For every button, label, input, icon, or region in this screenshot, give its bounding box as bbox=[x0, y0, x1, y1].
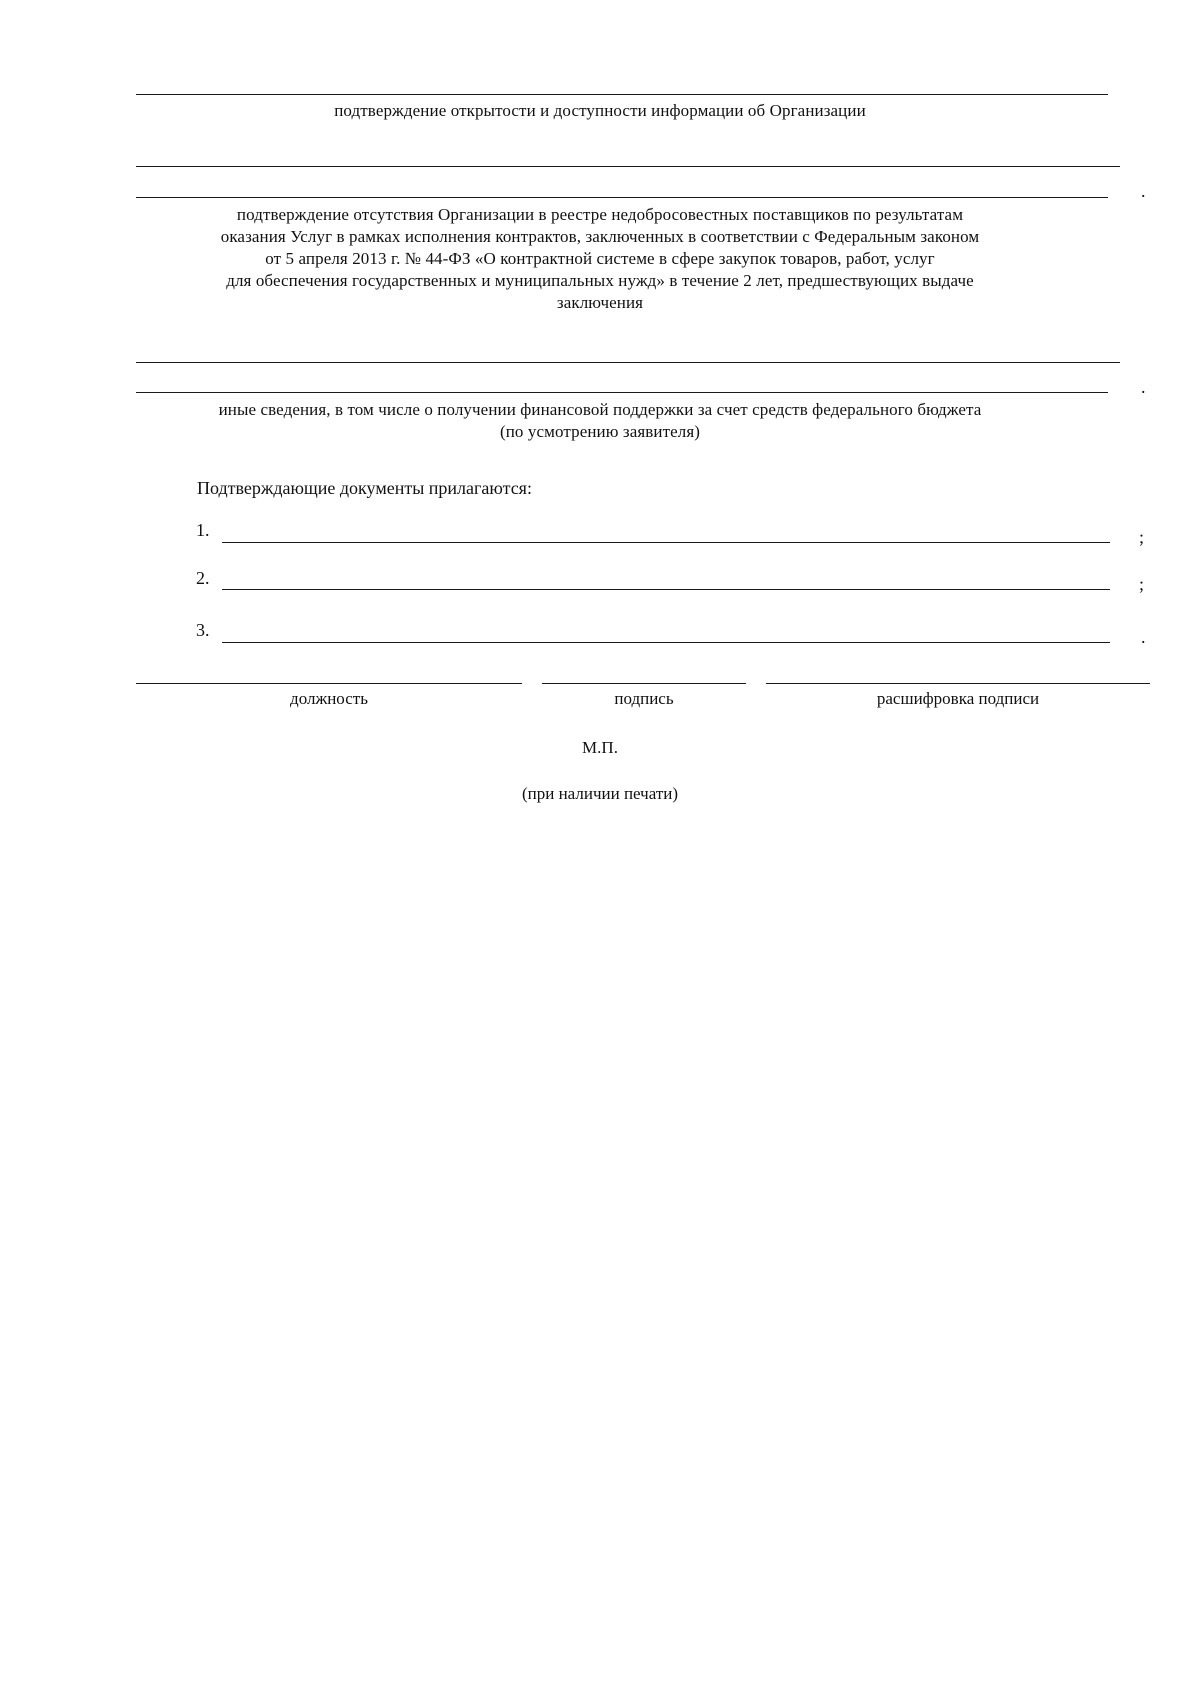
field-line-registry-1[interactable] bbox=[136, 166, 1120, 167]
attachment-number-1: 1. bbox=[196, 520, 210, 540]
end-mark-other-info: . bbox=[1141, 377, 1146, 397]
attachment-end-mark-1: ; bbox=[1139, 527, 1145, 547]
end-mark-registry: . bbox=[1141, 181, 1146, 201]
field-line-organization-info[interactable] bbox=[136, 94, 1108, 95]
attachment-field-3[interactable] bbox=[222, 642, 1110, 643]
caption-openness-info: подтверждение открытости и доступности информации об Организации bbox=[334, 101, 866, 120]
caption-registry-line-2: оказания Услуг в рамках исполнения контрактов, заключенных в соответствии с Федеральным законом bbox=[220, 227, 980, 246]
attachment-number-2: 2. bbox=[196, 568, 210, 588]
field-line-other-info-2[interactable] bbox=[136, 392, 1108, 393]
field-line-registry-2[interactable] bbox=[136, 197, 1108, 198]
caption-registry-absence bbox=[120, 204, 1080, 314]
caption-other-info-line-1: иные сведения, в том числе о получении финансовой поддержки за счет средств федерального бюджета bbox=[218, 400, 982, 419]
caption-registry-line-1: подтверждение отсутствия Организации в реестре недобросовестных поставщиков по результатам bbox=[236, 205, 964, 224]
caption-registry-line-3: от 5 апреля 2013 г. № 44-ФЗ «О контрактной системе в сфере закупок товаров, работ, услуг bbox=[265, 249, 935, 268]
signature-decryption-field[interactable] bbox=[766, 683, 1150, 684]
attachments-heading: Подтверждающие документы прилагаются: bbox=[197, 478, 532, 498]
caption-registry-line-5: заключения bbox=[556, 293, 644, 312]
position-label: должность bbox=[290, 689, 368, 708]
stamp-label: М.П. bbox=[582, 738, 618, 757]
signature-field[interactable] bbox=[542, 683, 746, 684]
attachment-end-mark-3: . bbox=[1141, 627, 1146, 647]
field-line-other-info-1[interactable] bbox=[136, 362, 1120, 363]
caption-other-info-line-2: (по усмотрению заявителя) bbox=[499, 422, 701, 441]
position-field[interactable] bbox=[136, 683, 522, 684]
signature-label: подпись bbox=[614, 689, 674, 708]
attachment-field-2[interactable] bbox=[222, 589, 1110, 590]
caption-registry-line-4: для обеспечения государственных и муниципальных нужд» в течение 2 лет, предшествующих выдаче bbox=[226, 271, 974, 290]
attachment-end-mark-2: ; bbox=[1139, 574, 1145, 594]
attachment-number-3: 3. bbox=[196, 620, 210, 640]
caption-other-info bbox=[120, 399, 1080, 443]
stamp-note: (при наличии печати) bbox=[521, 784, 679, 803]
signature-decryption-label: расшифровка подписи bbox=[876, 689, 1040, 708]
attachment-field-1[interactable] bbox=[222, 542, 1110, 543]
